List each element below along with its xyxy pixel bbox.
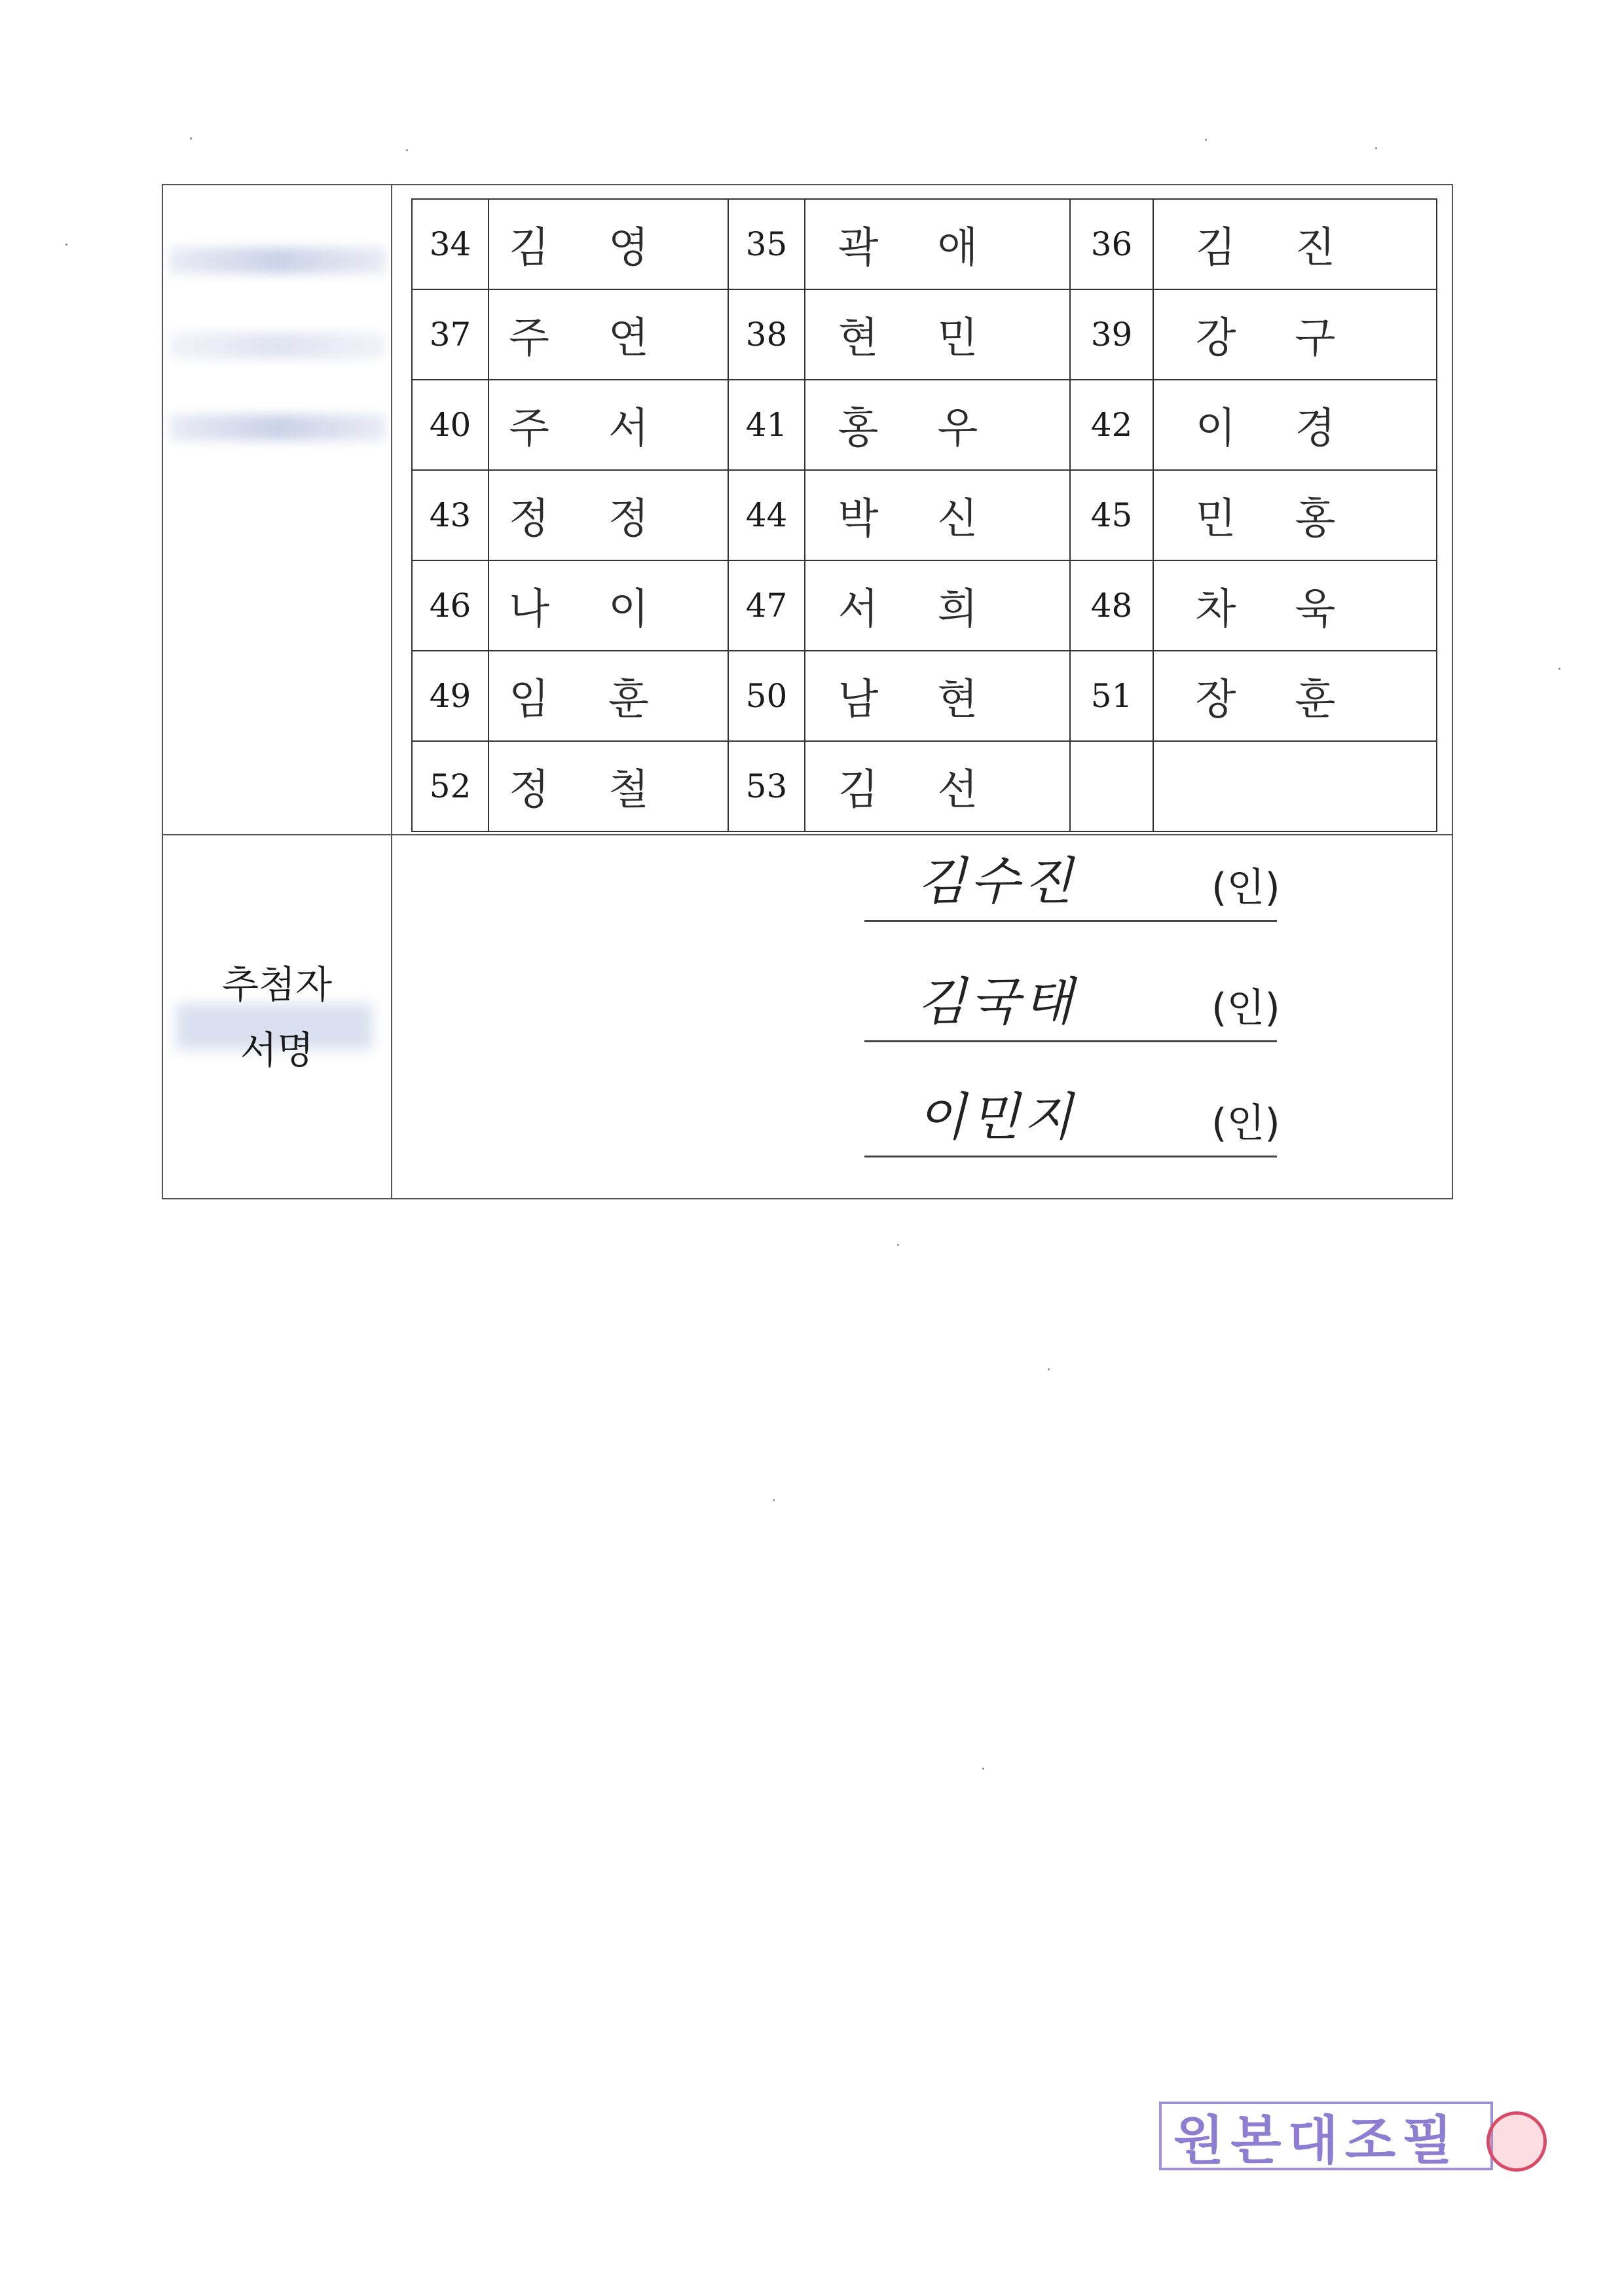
entry-number: 49 bbox=[412, 651, 489, 741]
redacted-left-header bbox=[170, 414, 386, 441]
entry-name: 서희 bbox=[805, 560, 1070, 651]
entry-name: 나이 bbox=[489, 560, 728, 651]
label-drawers: 추첨자 bbox=[221, 962, 333, 1007]
original-verified-stamp bbox=[1159, 2102, 1493, 2170]
table-row bbox=[412, 380, 1437, 470]
document-frame bbox=[162, 184, 1453, 1199]
entry-name: 남현 bbox=[805, 651, 1070, 741]
scan-speck bbox=[406, 149, 408, 151]
entry-name: 김선 bbox=[805, 741, 1070, 831]
entry-name: 현민 bbox=[805, 289, 1070, 380]
empty-cell bbox=[1153, 741, 1437, 831]
entry-number: 40 bbox=[412, 380, 489, 470]
stamp-text: 원본대조필 bbox=[1173, 2110, 1460, 2171]
table-row bbox=[412, 470, 1437, 560]
scan-speck bbox=[65, 244, 67, 246]
scan-speck bbox=[1048, 1368, 1050, 1370]
scan-speck bbox=[982, 1768, 984, 1770]
entry-name: 임훈 bbox=[489, 651, 728, 741]
entry-name: 김영 bbox=[489, 199, 728, 289]
column-divider bbox=[391, 185, 392, 1198]
entry-name: 정정 bbox=[489, 470, 728, 560]
signature-underline bbox=[864, 1156, 1277, 1157]
signature-underline bbox=[864, 920, 1277, 922]
entry-name: 곽애 bbox=[805, 199, 1070, 289]
entry-name: 민홍 bbox=[1153, 470, 1437, 560]
entry-number: 42 bbox=[1070, 380, 1153, 470]
entry-number: 53 bbox=[728, 741, 805, 831]
entry-name: 김진 bbox=[1153, 199, 1437, 289]
table-row bbox=[412, 199, 1437, 289]
signer-name: 이민지 bbox=[917, 1088, 1077, 1147]
entry-number: 45 bbox=[1070, 470, 1153, 560]
entry-number: 48 bbox=[1070, 560, 1153, 651]
empty-cell bbox=[1070, 741, 1153, 831]
scan-speck bbox=[897, 1244, 899, 1246]
entry-name: 장훈 bbox=[1153, 651, 1437, 741]
entry-name: 홍우 bbox=[805, 380, 1070, 470]
entry-number: 46 bbox=[412, 560, 489, 651]
entry-number: 43 bbox=[412, 470, 489, 560]
seal-mark: (인) bbox=[1211, 1101, 1280, 1146]
table-row bbox=[412, 741, 1437, 831]
signer-name: 김수진 bbox=[917, 852, 1077, 911]
entry-name: 강구 bbox=[1153, 289, 1437, 380]
table-row bbox=[412, 560, 1437, 651]
signature-line-1 bbox=[864, 830, 1408, 922]
entry-name: 정철 bbox=[489, 741, 728, 831]
scan-speck bbox=[190, 137, 192, 139]
signature-line-2 bbox=[864, 951, 1408, 1042]
entry-number: 41 bbox=[728, 380, 805, 470]
scan-speck bbox=[1559, 668, 1560, 670]
entry-number: 34 bbox=[412, 199, 489, 289]
scan-speck bbox=[1375, 147, 1377, 149]
entry-number: 52 bbox=[412, 741, 489, 831]
entry-number: 38 bbox=[728, 289, 805, 380]
seal-mark: (인) bbox=[1211, 865, 1280, 911]
entry-name: 박신 bbox=[805, 470, 1070, 560]
seal-mark: (인) bbox=[1211, 985, 1280, 1031]
entry-number: 47 bbox=[728, 560, 805, 651]
table-row bbox=[412, 289, 1437, 380]
entry-name: 주서 bbox=[489, 380, 728, 470]
scan-speck bbox=[1205, 139, 1207, 141]
signature-label bbox=[163, 835, 391, 1199]
entry-name: 주연 bbox=[489, 289, 728, 380]
table-row bbox=[412, 651, 1437, 741]
entry-number: 50 bbox=[728, 651, 805, 741]
entry-name: 차욱 bbox=[1153, 560, 1437, 651]
red-seal-icon bbox=[1486, 2111, 1547, 2172]
entry-number: 36 bbox=[1070, 199, 1153, 289]
signer-name: 김국태 bbox=[917, 973, 1077, 1032]
scan-speck bbox=[773, 1499, 775, 1501]
signature-line-3 bbox=[864, 1066, 1408, 1157]
lottery-roster-table bbox=[411, 198, 1437, 832]
entry-number: 35 bbox=[728, 199, 805, 289]
entry-number: 51 bbox=[1070, 651, 1153, 741]
entry-number: 37 bbox=[412, 289, 489, 380]
signature-underline bbox=[864, 1040, 1277, 1042]
entry-number: 44 bbox=[728, 470, 805, 560]
entry-name: 이경 bbox=[1153, 380, 1437, 470]
redacted-left-header bbox=[170, 333, 386, 359]
label-signature: 서명 bbox=[240, 1028, 314, 1072]
redacted-left-header bbox=[170, 247, 386, 274]
entry-number: 39 bbox=[1070, 289, 1153, 380]
